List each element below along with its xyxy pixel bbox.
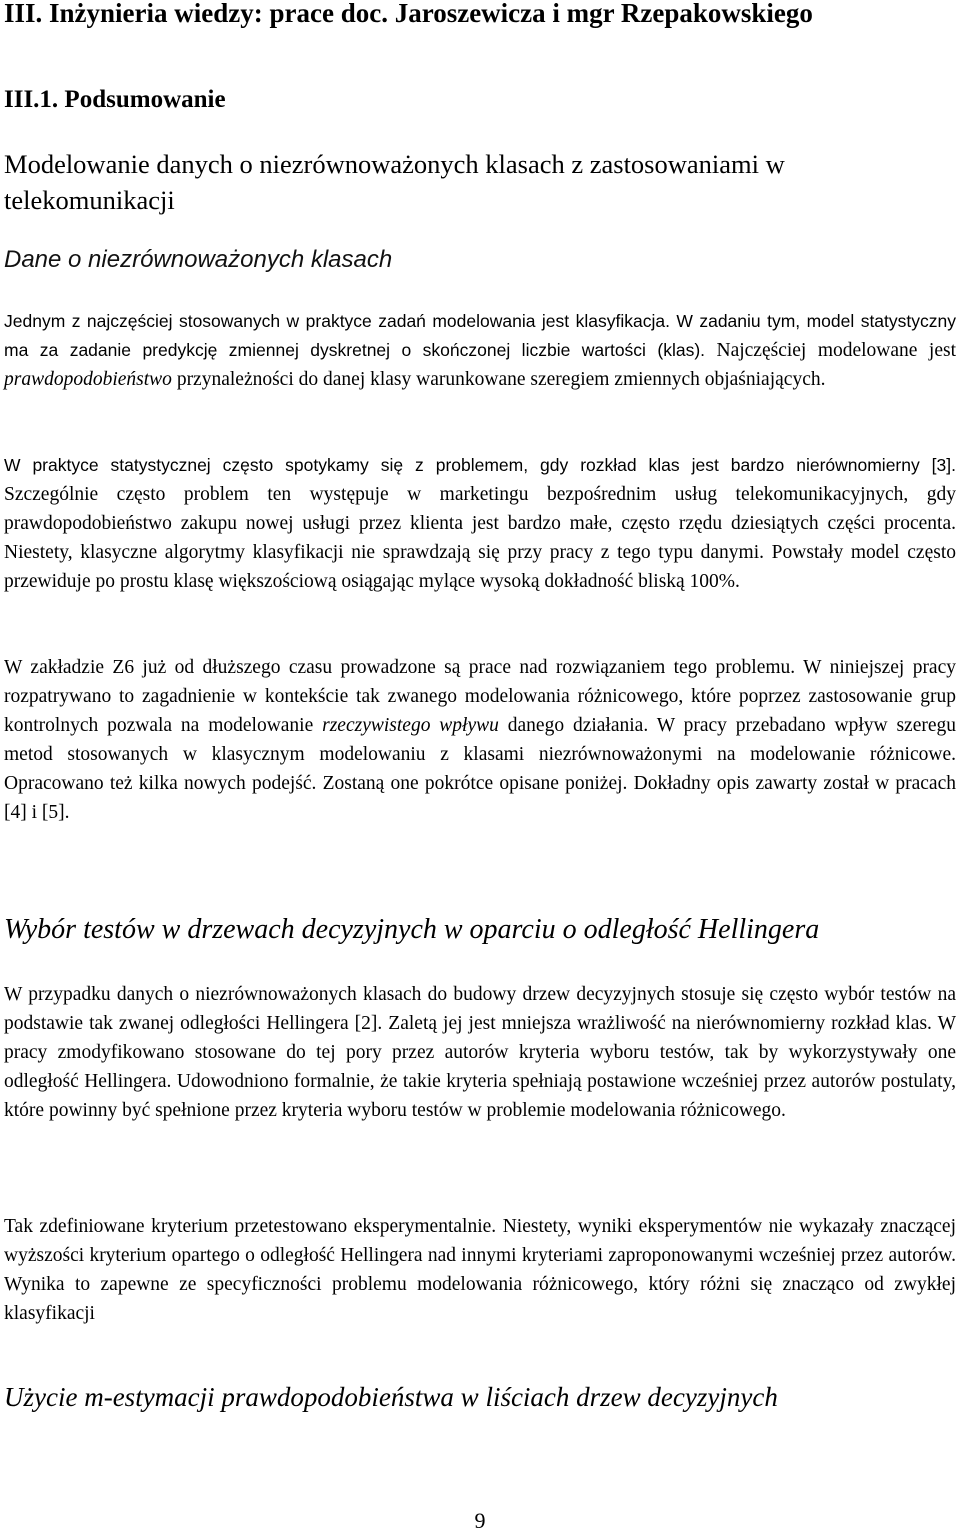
paragraph-imbalance-part-b: Szczególnie często problem ten występuje w marketingu bezpośrednim usług telekomunikacyjnych, gdy prawdopodobieństwo zakupu nowej usługi przez klienta jest bardzo małe, często rzędu dziesiątych części procenta. Niestety, klasyczne algorytmy klasyfikacji nie sprawdzają się przy pracy z tego typu danymi. Powstały model często przewiduje po prostu klasę większościową osiągając mylące wysoką dokładność bliską 100%. <box>4 484 956 592</box>
paragraph-z6-part-b: danego działania. W pracy przebadano wpływ szeregu metod stosowanych w klasycznym modelowaniu z klasami niezrównoważonymi na modelowanie różnicowe. Opracowano też kilka nowych podejść. Zostaną one pokrótce opisane poniżej. Dokładny opis zawarty został w pracach [4] i [5]. <box>4 715 957 823</box>
subheading-m-estimation: Użycie m-estymacji prawdopodobieństwa w liściach drzew decyzyjnych <box>4 1382 778 1412</box>
paragraph-classification-italic: prawdopodobieństwo <box>4 369 172 390</box>
paragraph-hellinger: W przypadku danych o niezrównoważonych klasach do budowy drzew decyzyjnych stosuje się często wybór testów na podstawie tak zwanej odległości Hellingera [2]. Zaletą jej jest mniejsza wrażliwość na nierównomierny rozkład klas. W pracy zmodyfikowano stosowane do tej pory przez autorów kryteria wyboru testów, tak by wykorzystywały one odległość Hellingera. Udowodniono formalnie, że takie kryteria spełniają postawione wcześniej przez autorów postulaty, które powinny być spełnione przez kryteria wyboru testów w problemie modelowania różnicowego. <box>4 984 956 1121</box>
paragraph-z6-research <box>4 653 956 827</box>
paragraph-imbalance-part-a: W praktyce statystycznej często spotykamy się z problemem, gdy rozkład klas jest bardzo nierównomierny [3]. <box>4 455 956 475</box>
subheading-hellinger: Wybór testów w drzewach decyzyjnych w oparciu o odległość Hellingera <box>4 914 820 945</box>
paragraph-z6-part-a: W zakładzie Z6 już od dłuższego czasu prowadzone są prace nad rozwiązaniem tego problemu. W niniejszej pracy rozpatrywano to zagadnienie w kontekście tak zwanego modelowania różnicowego, które poprzez zastosowanie grup kontrolnych pozwala na modelowanie <box>4 657 956 736</box>
chapter-heading: III. Inżynieria wiedzy: prace doc. Jaroszewicza i mgr Rzepakowskiego <box>4 0 813 28</box>
document-title: Modelowanie danych o niezrównoważonych klasach z zastosowaniami w telekomunikacji <box>4 149 785 215</box>
paragraph-classification-part-b: Najczęściej modelowane jest <box>716 340 956 361</box>
paragraph-classification-part-a: Jednym z najczęściej stosowanych w praktyce zadań modelowania jest klasyfikacja. W zadaniu tym, model statystyczny ma za zadanie predykcję zmiennej dyskretnej o skończonej liczbie wartości (klas). <box>4 311 956 360</box>
paragraph-z6-italic: rzeczywistego wpływu <box>322 715 499 736</box>
page-number: 9 <box>474 1508 486 1533</box>
paragraph-classification <box>4 307 956 394</box>
paragraph-experiments: Tak zdefiniowane kryterium przetestowano eksperymentalnie. Niestety, wyniki eksperymentów nie wykazały znaczącej wyższości kryterium opartego o odległość Hellingera nad innymi kryteriami zaproponowanymi wcześniej przez autorów. Wynika to zapewne ze specyficzności problemu modelowania różnicowego, który różni się znacząco od zwykłej klasyfikacji <box>4 1216 956 1324</box>
subheading-imbalanced-data: Dane o niezrównoważonych klasach <box>4 246 393 273</box>
paragraph-imbalance-problem <box>4 451 956 596</box>
paragraph-classification-part-c: przynależności do danej klasy warunkowane szeregiem zmiennych objaśniających. <box>171 369 826 390</box>
section-heading: III.1. Podsumowanie <box>4 86 226 113</box>
